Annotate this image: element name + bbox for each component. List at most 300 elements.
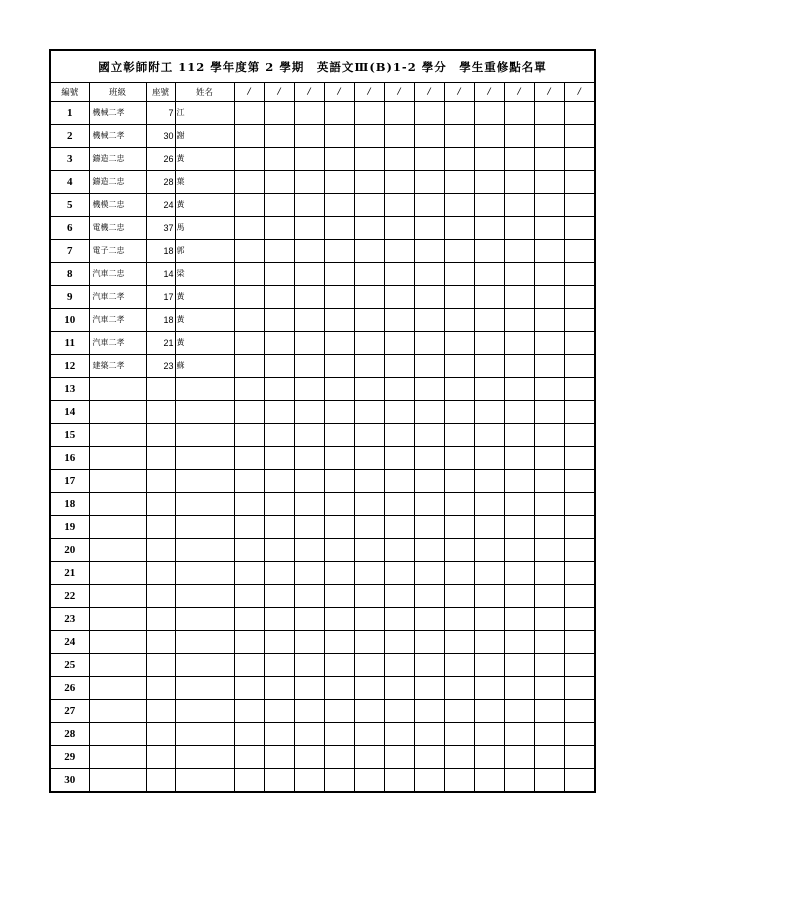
- row-name-text: 黃: [176, 292, 185, 301]
- attendance-cell: [324, 768, 354, 791]
- attendance-cell: [324, 699, 354, 722]
- attendance-cell: [384, 101, 414, 124]
- row-number: 28: [51, 722, 89, 745]
- row-seat: [146, 745, 175, 768]
- attendance-cell: [324, 216, 354, 239]
- attendance-cell: [294, 101, 324, 124]
- attendance-cell: [264, 446, 294, 469]
- table-row: [51, 745, 594, 768]
- row-class: [89, 699, 146, 722]
- attendance-cell: [444, 676, 474, 699]
- attendance-cell: [564, 377, 594, 400]
- attendance-cell: [564, 538, 594, 561]
- table-row: [51, 584, 594, 607]
- row-class: 鑄造二忠: [89, 147, 146, 170]
- attendance-cell: [354, 147, 384, 170]
- attendance-cell: [414, 699, 444, 722]
- attendance-cell: [354, 400, 384, 423]
- name-redaction: [190, 331, 235, 354]
- attendance-cell: [234, 653, 264, 676]
- attendance-cell: [324, 584, 354, 607]
- row-seat: [146, 630, 175, 653]
- attendance-cell: [294, 768, 324, 791]
- name-redaction: [190, 446, 235, 469]
- row-seat: [146, 423, 175, 446]
- attendance-cell: [234, 216, 264, 239]
- attendance-cell: [264, 239, 294, 262]
- row-seat: 7: [146, 101, 175, 124]
- table-row: [51, 239, 594, 262]
- attendance-cell: [504, 124, 534, 147]
- table-row: [51, 147, 594, 170]
- attendance-cell: [504, 676, 534, 699]
- attendance-cell: [564, 653, 594, 676]
- attendance-cell: [414, 216, 444, 239]
- attendance-cell: [354, 699, 384, 722]
- attendance-cell: [564, 607, 594, 630]
- attendance-cell: [354, 561, 384, 584]
- table-row: [51, 377, 594, 400]
- name-redaction: [190, 262, 235, 285]
- attendance-cell: [384, 607, 414, 630]
- attendance-cell: [534, 561, 564, 584]
- attendance-cell: [354, 653, 384, 676]
- attendance-cell: [534, 308, 564, 331]
- sheet-title: 國立彰師附工 112 學年度第 2 學期 英語文Ⅲ(B)1-2 學分 學生重修點名單: [51, 51, 594, 83]
- header-date-7: /: [414, 83, 444, 101]
- attendance-cell: [564, 423, 594, 446]
- attendance-cell: [534, 216, 564, 239]
- attendance-cell: [474, 423, 504, 446]
- row-class: [89, 584, 146, 607]
- attendance-cell: [414, 170, 444, 193]
- attendance-cell: [504, 216, 534, 239]
- table-row: [51, 446, 594, 469]
- row-name: [175, 607, 234, 630]
- attendance-cell: [294, 446, 324, 469]
- row-class: [89, 446, 146, 469]
- attendance-cell: [444, 515, 474, 538]
- attendance-cell: [294, 469, 324, 492]
- row-name-text: 黃: [176, 315, 185, 324]
- header-date-4: /: [324, 83, 354, 101]
- attendance-cell: [534, 699, 564, 722]
- table-row: [51, 653, 594, 676]
- row-seat: 18: [146, 308, 175, 331]
- row-name: [175, 768, 234, 791]
- attendance-cell: [264, 216, 294, 239]
- attendance-cell: [354, 515, 384, 538]
- attendance-cell: [354, 331, 384, 354]
- attendance-cell: [264, 607, 294, 630]
- attendance-cell: [264, 561, 294, 584]
- attendance-cell: [294, 607, 324, 630]
- attendance-cell: [504, 308, 534, 331]
- attendance-cell: [444, 285, 474, 308]
- attendance-cell: [444, 400, 474, 423]
- attendance-cell: [564, 193, 594, 216]
- attendance-cell: [534, 469, 564, 492]
- row-name: [175, 469, 234, 492]
- attendance-cell: [534, 630, 564, 653]
- attendance-cell: [234, 400, 264, 423]
- attendance-cell: [564, 768, 594, 791]
- row-seat: [146, 469, 175, 492]
- attendance-cell: [234, 492, 264, 515]
- row-name: [175, 538, 234, 561]
- attendance-cell: [384, 377, 414, 400]
- row-number: 19: [51, 515, 89, 538]
- row-seat: 18: [146, 239, 175, 262]
- attendance-cell: [354, 492, 384, 515]
- row-name-text: 蘇: [176, 361, 185, 370]
- table-row: [51, 308, 594, 331]
- attendance-cell: [414, 446, 444, 469]
- attendance-cell: [324, 239, 354, 262]
- attendance-cell: [414, 147, 444, 170]
- attendance-cell: [564, 446, 594, 469]
- attendance-cell: [534, 331, 564, 354]
- row-name: [175, 124, 234, 147]
- attendance-cell: [384, 262, 414, 285]
- attendance-cell: [534, 354, 564, 377]
- row-seat: 24: [146, 193, 175, 216]
- attendance-cell: [474, 446, 504, 469]
- attendance-cell: [474, 308, 504, 331]
- name-redaction: [190, 584, 235, 607]
- attendance-cell: [414, 538, 444, 561]
- attendance-cell: [564, 285, 594, 308]
- attendance-cell: [504, 584, 534, 607]
- attendance-cell: [234, 354, 264, 377]
- attendance-cell: [444, 584, 474, 607]
- attendance-cell: [324, 101, 354, 124]
- attendance-cell: [444, 722, 474, 745]
- header-date-12: /: [564, 83, 594, 101]
- attendance-cell: [564, 170, 594, 193]
- attendance-cell: [384, 216, 414, 239]
- name-redaction: [190, 124, 235, 147]
- attendance-cell: [294, 308, 324, 331]
- attendance-cell: [534, 584, 564, 607]
- row-name: [175, 377, 234, 400]
- attendance-cell: [294, 285, 324, 308]
- attendance-cell: [384, 722, 414, 745]
- attendance-cell: [384, 285, 414, 308]
- row-seat: 28: [146, 170, 175, 193]
- table-row: [51, 285, 594, 308]
- attendance-cell: [474, 285, 504, 308]
- row-class: [89, 768, 146, 791]
- row-number: 26: [51, 676, 89, 699]
- attendance-cell: [444, 630, 474, 653]
- name-redaction: [190, 745, 235, 768]
- attendance-cell: [474, 584, 504, 607]
- attendance-cell: [234, 630, 264, 653]
- header-date-6: /: [384, 83, 414, 101]
- attendance-cell: [474, 469, 504, 492]
- attendance-cell: [414, 515, 444, 538]
- attendance-cell: [234, 101, 264, 124]
- attendance-cell: [234, 285, 264, 308]
- attendance-cell: [354, 377, 384, 400]
- attendance-cell: [474, 515, 504, 538]
- name-redaction: [190, 630, 235, 653]
- row-name: [175, 515, 234, 538]
- attendance-cell: [234, 538, 264, 561]
- row-name: [175, 676, 234, 699]
- attendance-cell: [324, 538, 354, 561]
- attendance-cell: [324, 722, 354, 745]
- attendance-cell: [384, 308, 414, 331]
- attendance-cell: [504, 147, 534, 170]
- attendance-cell: [384, 630, 414, 653]
- table-row: [51, 469, 594, 492]
- attendance-cell: [264, 147, 294, 170]
- row-name-text: 馬: [176, 223, 185, 232]
- attendance-cell: [534, 239, 564, 262]
- attendance-cell: [324, 147, 354, 170]
- row-number: 2: [51, 124, 89, 147]
- attendance-cell: [294, 492, 324, 515]
- attendance-cell: [504, 193, 534, 216]
- attendance-cell: [504, 331, 534, 354]
- attendance-cell: [384, 170, 414, 193]
- row-number: 1: [51, 101, 89, 124]
- attendance-cell: [294, 400, 324, 423]
- row-class: [89, 469, 146, 492]
- attendance-cell: [534, 446, 564, 469]
- attendance-cell: [294, 745, 324, 768]
- attendance-cell: [234, 469, 264, 492]
- attendance-cell: [564, 492, 594, 515]
- attendance-cell: [504, 262, 534, 285]
- attendance-cell: [354, 768, 384, 791]
- attendance-cell: [384, 584, 414, 607]
- name-redaction: [190, 400, 235, 423]
- attendance-cell: [534, 262, 564, 285]
- attendance-cell: [414, 377, 444, 400]
- row-class: [89, 630, 146, 653]
- name-redaction: [190, 653, 235, 676]
- attendance-cell: [264, 469, 294, 492]
- row-number: 24: [51, 630, 89, 653]
- attendance-cell: [474, 193, 504, 216]
- attendance-cell: [474, 239, 504, 262]
- table-row: [51, 400, 594, 423]
- attendance-cell: [504, 446, 534, 469]
- attendance-cell: [354, 469, 384, 492]
- attendance-cell: [294, 630, 324, 653]
- attendance-cell: [474, 262, 504, 285]
- attendance-cell: [504, 653, 534, 676]
- row-number: 6: [51, 216, 89, 239]
- attendance-cell: [444, 331, 474, 354]
- row-class: 機械二孝: [89, 124, 146, 147]
- attendance-cell: [474, 377, 504, 400]
- row-number: 30: [51, 768, 89, 791]
- name-redaction: [190, 561, 235, 584]
- attendance-cell: [264, 768, 294, 791]
- attendance-cell: [474, 216, 504, 239]
- attendance-cell: [474, 699, 504, 722]
- attendance-cell: [444, 147, 474, 170]
- attendance-cell: [534, 745, 564, 768]
- row-number: 4: [51, 170, 89, 193]
- attendance-cell: [414, 285, 444, 308]
- attendance-cell: [414, 124, 444, 147]
- header-row: [51, 83, 594, 101]
- attendance-cell: [384, 423, 414, 446]
- row-number: 11: [51, 331, 89, 354]
- table-row: [51, 170, 594, 193]
- row-class: 汽車二孝: [89, 285, 146, 308]
- row-class: [89, 722, 146, 745]
- attendance-cell: [234, 423, 264, 446]
- attendance-cell: [264, 308, 294, 331]
- attendance-cell: [504, 492, 534, 515]
- row-name: [175, 170, 234, 193]
- row-number: 16: [51, 446, 89, 469]
- attendance-cell: [324, 377, 354, 400]
- attendance-cell: [444, 561, 474, 584]
- attendance-cell: [294, 147, 324, 170]
- attendance-cell: [324, 492, 354, 515]
- attendance-cell: [264, 584, 294, 607]
- row-name: [175, 216, 234, 239]
- attendance-cell: [474, 722, 504, 745]
- row-name: [175, 239, 234, 262]
- row-class: [89, 423, 146, 446]
- attendance-cell: [504, 377, 534, 400]
- row-name: [175, 285, 234, 308]
- attendance-cell: [564, 216, 594, 239]
- attendance-cell: [444, 216, 474, 239]
- name-redaction: [190, 676, 235, 699]
- attendance-cell: [414, 423, 444, 446]
- attendance-cell: [294, 676, 324, 699]
- attendance-cell: [264, 193, 294, 216]
- row-seat: 30: [146, 124, 175, 147]
- attendance-cell: [444, 262, 474, 285]
- attendance-cell: [564, 331, 594, 354]
- header-date-9: /: [474, 83, 504, 101]
- attendance-cell: [444, 768, 474, 791]
- attendance-cell: [324, 423, 354, 446]
- attendance-cell: [414, 492, 444, 515]
- attendance-cell: [504, 722, 534, 745]
- attendance-cell: [234, 722, 264, 745]
- name-redaction: [190, 699, 235, 722]
- attendance-cell: [294, 538, 324, 561]
- row-seat: [146, 400, 175, 423]
- attendance-cell: [294, 423, 324, 446]
- attendance-cell: [264, 653, 294, 676]
- name-redaction: [190, 607, 235, 630]
- row-number: 25: [51, 653, 89, 676]
- attendance-cell: [504, 699, 534, 722]
- attendance-cell: [444, 492, 474, 515]
- attendance-cell: [264, 124, 294, 147]
- row-class: [89, 607, 146, 630]
- attendance-cell: [504, 285, 534, 308]
- attendance-cell: [564, 262, 594, 285]
- attendance-cell: [384, 745, 414, 768]
- attendance-cell: [234, 170, 264, 193]
- attendance-cell: [294, 584, 324, 607]
- student-rows: [51, 101, 594, 791]
- attendance-cell: [354, 101, 384, 124]
- attendance-cell: [474, 745, 504, 768]
- attendance-cell: [264, 101, 294, 124]
- table-row: [51, 722, 594, 745]
- row-name-text: 梁: [176, 269, 185, 278]
- row-class: 機械二孝: [89, 101, 146, 124]
- attendance-cell: [564, 147, 594, 170]
- attendance-cell: [444, 653, 474, 676]
- attendance-cell: [234, 515, 264, 538]
- row-name: [175, 262, 234, 285]
- attendance-cell: [384, 124, 414, 147]
- row-name: [175, 745, 234, 768]
- row-name-text: 黃: [176, 338, 185, 347]
- attendance-cell: [324, 561, 354, 584]
- row-seat: [146, 699, 175, 722]
- attendance-cell: [354, 124, 384, 147]
- table-row: [51, 607, 594, 630]
- row-number: 29: [51, 745, 89, 768]
- row-class: [89, 653, 146, 676]
- attendance-cell: [264, 699, 294, 722]
- attendance-cell: [444, 699, 474, 722]
- name-redaction: [190, 285, 235, 308]
- row-name-text: 郭: [176, 246, 185, 255]
- attendance-cell: [264, 630, 294, 653]
- attendance-cell: [354, 216, 384, 239]
- attendance-cell: [264, 400, 294, 423]
- row-class: 電子二忠: [89, 239, 146, 262]
- attendance-cell: [414, 262, 444, 285]
- attendance-cell: [534, 722, 564, 745]
- attendance-cell: [444, 607, 474, 630]
- attendance-cell: [474, 630, 504, 653]
- attendance-cell: [504, 423, 534, 446]
- attendance-cell: [324, 262, 354, 285]
- row-name: [175, 308, 234, 331]
- attendance-cell: [354, 354, 384, 377]
- attendance-cell: [414, 331, 444, 354]
- row-name: [175, 446, 234, 469]
- attendance-cell: [444, 170, 474, 193]
- name-redaction: [190, 768, 235, 791]
- header-seat: 座號: [146, 83, 175, 101]
- row-class: 汽車二孝: [89, 308, 146, 331]
- attendance-cell: [564, 239, 594, 262]
- attendance-cell: [324, 124, 354, 147]
- row-class: [89, 400, 146, 423]
- attendance-cell: [294, 239, 324, 262]
- attendance-cell: [294, 515, 324, 538]
- row-class: 建築二孝: [89, 354, 146, 377]
- table-row: [51, 101, 594, 124]
- name-redaction: [190, 423, 235, 446]
- attendance-cell: [324, 469, 354, 492]
- attendance-cell: [294, 170, 324, 193]
- attendance-cell: [384, 147, 414, 170]
- attendance-cell: [504, 101, 534, 124]
- table-row: [51, 515, 594, 538]
- attendance-cell: [384, 561, 414, 584]
